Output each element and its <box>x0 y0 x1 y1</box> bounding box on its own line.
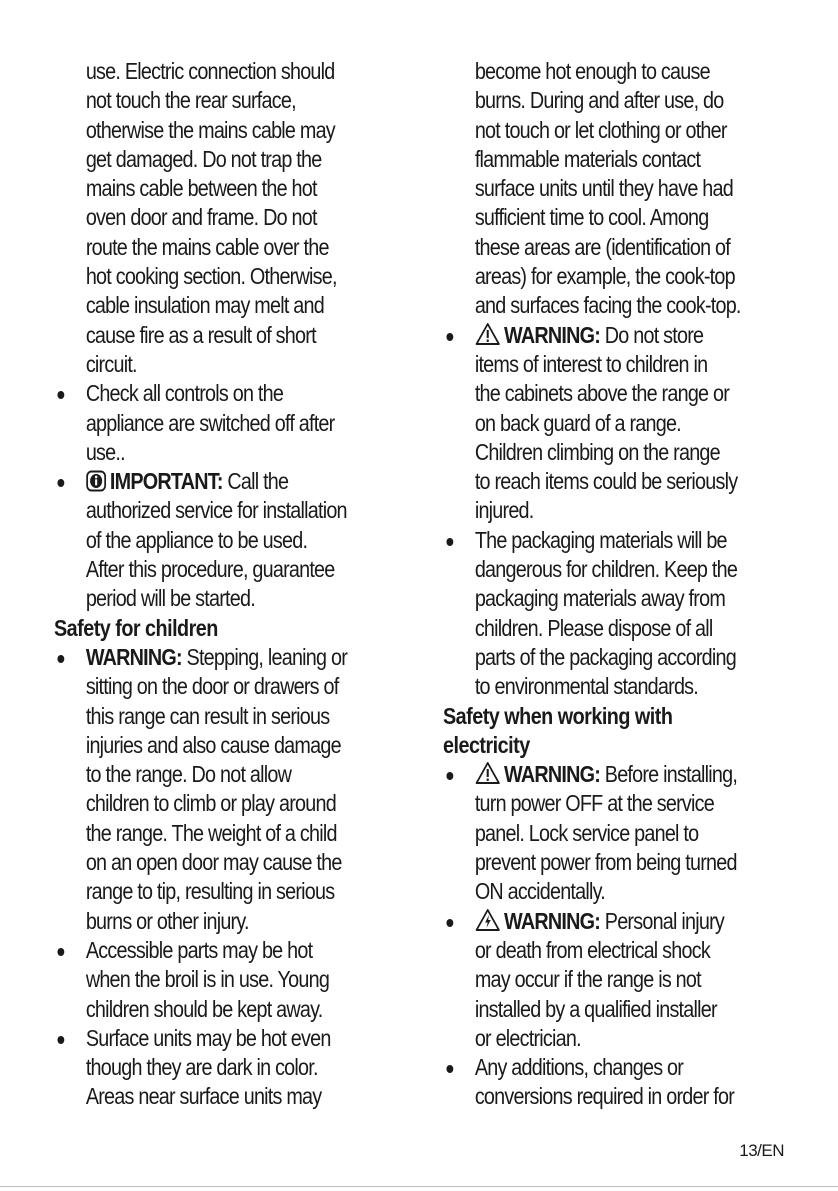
section-heading: Safety for children <box>54 614 218 641</box>
bullet-item-power-off-warning <box>443 760 746 789</box>
bullet-text-line: the range. The weight of a child <box>85 819 337 846</box>
bullet-text-line: of the appliance to be used. <box>85 526 308 553</box>
bullet-text-line: though they are dark in color. <box>85 1054 318 1081</box>
bullet-text-line: on back guard of a range. <box>474 409 681 436</box>
warning-label: WARNING: <box>504 761 601 788</box>
bullet-text-line: children should be kept away. <box>85 995 323 1022</box>
bullet-text: Check all controls on the <box>85 380 284 407</box>
bullet-text-line: may occur if the range is not <box>474 966 701 993</box>
bullet-text: Do not store <box>600 321 704 348</box>
paragraph-line: use. Electric connection should <box>85 58 335 84</box>
paragraph-line: hot cooking section. Otherwise, <box>85 263 337 290</box>
bullet-text-line: injured. <box>474 497 534 524</box>
bullet-text-line: appliance are switched off after <box>85 409 335 436</box>
bullet-icon <box>57 1036 64 1044</box>
warning-label: WARNING: <box>504 321 601 348</box>
bullet-text-line: this range can result in serious <box>85 702 330 729</box>
bullet-text: Stepping, leaning or <box>181 643 348 670</box>
bullet-text-line: sitting on the door or drawers of <box>85 673 339 700</box>
left-column <box>54 57 402 1112</box>
bullet-icon <box>57 479 64 487</box>
bullet-text-line: period will be started. <box>85 585 255 612</box>
bullet-item-accessible-parts <box>54 936 353 965</box>
important-label: IMPORTANT: <box>109 468 223 495</box>
paragraph-line: not touch or let clothing or other <box>474 116 727 143</box>
bullet-text: Before installing, <box>600 761 738 788</box>
paragraph-line: burns. During and after use, do <box>474 87 724 114</box>
bullet-text: Accessible parts may be hot <box>85 936 313 963</box>
warning-label: WARNING: <box>85 643 182 670</box>
bullet-text-line: conversions required in order for <box>474 1083 735 1110</box>
warning-triangle-icon <box>475 761 501 792</box>
paragraph-line: otherwise the mains cable may <box>85 116 335 143</box>
bullet-icon <box>446 919 453 927</box>
bullet-text-line: Children climbing on the range <box>474 438 720 465</box>
paragraph-line: flammable materials contact <box>474 145 701 172</box>
right-column <box>443 57 795 1112</box>
page-number: 13/EN <box>739 1141 784 1160</box>
bullet-text: Any additions, changes or <box>474 1054 684 1081</box>
bullet-text-line: or electrician. <box>474 1024 581 1051</box>
warning-triangle-icon <box>475 322 501 353</box>
warning-label: WARNING: <box>504 907 601 934</box>
bullet-text-line: panel. Lock service panel to <box>474 819 699 846</box>
paragraph-line: cable insulation may melt and <box>85 292 324 319</box>
bullet-item-shock-warning <box>443 907 746 936</box>
bullet-text: The packaging materials will be <box>474 526 727 553</box>
bullet-text-line: injuries and also cause damage <box>85 731 341 758</box>
paragraph-line: cause fire as a result of short <box>85 321 316 348</box>
paragraph-line: sufficient time to cool. Among <box>474 204 709 231</box>
bullet-text: Call the <box>222 468 289 495</box>
section-heading: electricity <box>443 731 530 758</box>
bullet-icon <box>446 538 453 546</box>
bullet-text-line: children. Please dispose of all <box>474 614 713 641</box>
bullet-icon <box>446 333 453 341</box>
bullet-text-line: to reach items could be seriously <box>474 468 738 495</box>
bullet-text-line: when the broil is in use. Young <box>85 966 330 993</box>
bullet-text-line: prevent power from being turned <box>474 849 737 876</box>
bullet-icon <box>57 391 64 399</box>
bullet-text-line: authorized service for installation <box>85 497 347 524</box>
electric-warning-triangle-icon <box>475 908 501 939</box>
paragraph-line: circuit. <box>85 350 137 377</box>
bullet-text: Personal injury <box>600 907 725 934</box>
bullet-item-surface-units <box>54 1024 353 1053</box>
paragraph-line: mains cable between the hot <box>85 175 317 202</box>
bullet-item-additions <box>443 1053 746 1082</box>
section-heading: Safety when working with <box>443 702 673 729</box>
bottom-divider <box>0 1186 838 1187</box>
bullet-icon <box>446 772 453 780</box>
bullet-text-line: dangerous for children. Keep the <box>474 556 738 583</box>
info-icon <box>86 470 107 499</box>
bullet-text-line: turn power OFF at the service <box>474 790 715 817</box>
bullet-text-line: range to tip, resulting in serious <box>85 878 335 905</box>
bullet-icon <box>57 948 64 956</box>
paragraph-line: get damaged. Do not trap the <box>85 145 322 172</box>
bullet-text-line: or death from electrical shock <box>474 936 710 963</box>
paragraph-line: oven door and frame. Do not <box>85 204 317 231</box>
bullet-item-cabinets-warning <box>443 321 746 350</box>
bullet-text-line: children to climb or play around <box>85 790 336 817</box>
bullet-text-line: use.. <box>85 438 125 465</box>
bullet-text-line: packaging materials away from <box>474 585 726 612</box>
bullet-item-stepping <box>54 643 353 672</box>
bullet-text-line: After this procedure, guarantee <box>85 556 335 583</box>
bullet-text: Surface units may be hot even <box>85 1024 331 1051</box>
bullet-item-packaging <box>443 526 746 555</box>
bullet-text-line: on an open door may cause the <box>85 849 342 876</box>
bullet-text-line: Areas near surface units may <box>85 1083 322 1110</box>
bullet-icon <box>446 1065 453 1073</box>
paragraph-line: these areas are (identification of <box>474 233 730 260</box>
bullet-text-line: to environmental standards. <box>474 673 699 700</box>
bullet-item-controls <box>54 379 353 408</box>
bullet-text-line: installed by a qualified installer <box>474 995 717 1022</box>
bullet-item-important <box>54 467 353 496</box>
bullet-text-line: ON accidentally. <box>474 878 605 905</box>
paragraph-line: and surfaces facing the cook-top. <box>474 292 741 319</box>
paragraph-line: become hot enough to cause <box>474 58 710 84</box>
bullet-text-line: burns or other injury. <box>85 907 249 934</box>
bullet-text-line: items of interest to children in <box>474 350 708 377</box>
paragraph-line: route the mains cable over the <box>85 233 329 260</box>
bullet-text-line: the cabinets above the range or <box>474 380 730 407</box>
paragraph-line: not touch the rear surface, <box>85 87 296 114</box>
bullet-text-line: parts of the packaging according <box>474 643 736 670</box>
bullet-icon <box>57 655 64 663</box>
paragraph-line: surface units until they have had <box>474 175 733 202</box>
paragraph-line: areas) for example, the cook-top <box>474 263 735 290</box>
bullet-text-line: to the range. Do not allow <box>85 761 292 788</box>
